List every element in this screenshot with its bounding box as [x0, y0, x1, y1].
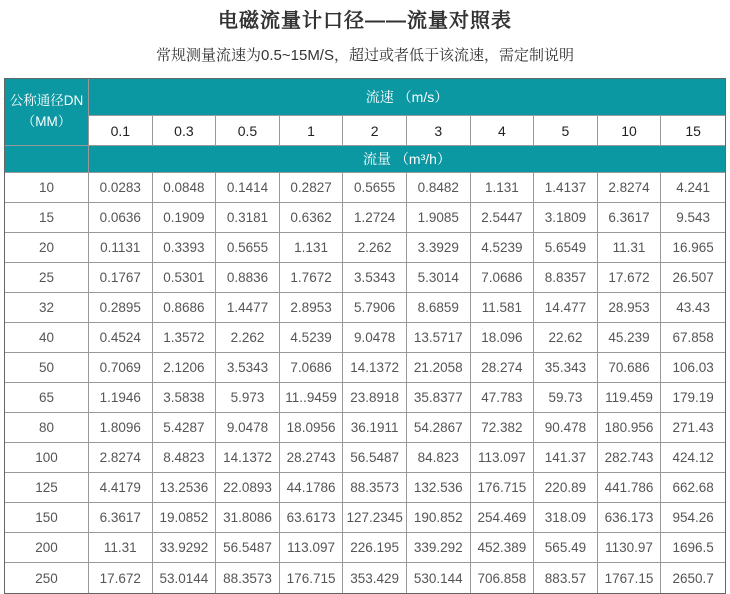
flow-value-cell: 2650.7 [661, 563, 725, 593]
flow-value-cell: 7.0686 [280, 353, 344, 383]
flow-value-cell: 9.0478 [343, 323, 407, 353]
flow-value-cell: 0.4524 [89, 323, 153, 353]
table-row [5, 173, 725, 203]
flow-value-cell: 2.1206 [153, 353, 217, 383]
flow-value-cell: 33.9292 [153, 533, 217, 563]
table-row [5, 533, 725, 563]
flow-value-cell: 1.131 [280, 233, 344, 263]
flow-value-cell: 9.543 [661, 203, 725, 233]
table-row [5, 263, 725, 293]
dn-cell: 125 [5, 473, 89, 503]
flow-value-cell: 179.19 [661, 383, 725, 413]
flow-value-cell: 0.6362 [280, 203, 344, 233]
flow-value-cell: 339.292 [407, 533, 471, 563]
flow-value-cell: 883.57 [534, 563, 598, 593]
flow-value-cell: 28.2743 [280, 443, 344, 473]
flow-value-cell: 43.43 [661, 293, 725, 323]
flow-value-cell: 113.097 [471, 443, 535, 473]
flow-value-cell: 45.239 [598, 323, 662, 353]
flow-value-cell: 0.0636 [89, 203, 153, 233]
flow-value-cell: 318.09 [534, 503, 598, 533]
flow-value-cell: 5.973 [216, 383, 280, 413]
flow-value-cell: 0.2827 [280, 173, 344, 203]
flow-value-cell: 28.274 [471, 353, 535, 383]
dn-cell: 50 [5, 353, 89, 383]
flow-value-cell: 11.581 [471, 293, 535, 323]
flow-value-cell: 88.3573 [343, 473, 407, 503]
header-row-velocity [5, 79, 725, 116]
flow-value-cell: 4.5239 [471, 233, 535, 263]
flow-value-cell: 565.49 [534, 533, 598, 563]
dn-cell: 15 [5, 203, 89, 233]
flow-value-cell: 23.8918 [343, 383, 407, 413]
flow-value-cell: 2.262 [216, 323, 280, 353]
flow-value-cell: 4.5239 [280, 323, 344, 353]
flow-value-cell: 530.144 [407, 563, 471, 593]
flow-value-cell: 8.4823 [153, 443, 217, 473]
flow-value-cell: 56.5487 [343, 443, 407, 473]
flow-value-cell: 0.7069 [89, 353, 153, 383]
page [0, 4, 730, 594]
flow-value-cell: 17.672 [598, 263, 662, 293]
flow-value-cell: 127.2345 [343, 503, 407, 533]
dn-cell: 40 [5, 323, 89, 353]
flow-value-cell: 1.8096 [89, 413, 153, 443]
velocity-value: 10 [598, 116, 662, 146]
flow-value-cell: 22.0893 [216, 473, 280, 503]
dn-cell: 80 [5, 413, 89, 443]
flow-value-cell: 190.852 [407, 503, 471, 533]
flow-value-cell: 5.4287 [153, 413, 217, 443]
flow-value-cell: 0.2895 [89, 293, 153, 323]
flow-value-cell: 282.743 [598, 443, 662, 473]
flow-value-cell: 954.26 [661, 503, 725, 533]
table-body [5, 173, 725, 593]
flow-value-cell: 254.469 [471, 503, 535, 533]
flow-value-cell: 1.3572 [153, 323, 217, 353]
flow-value-cell: 6.3617 [89, 503, 153, 533]
velocity-value: 4 [471, 116, 535, 146]
flow-value-cell: 2.8953 [280, 293, 344, 323]
flow-value-cell: 1.2724 [343, 203, 407, 233]
flow-value-cell: 119.459 [598, 383, 662, 413]
flow-header: 流量 （m³/h） [89, 146, 725, 173]
flow-value-cell: 14.477 [534, 293, 598, 323]
flow-value-cell: 636.173 [598, 503, 662, 533]
flow-value-cell: 18.096 [471, 323, 535, 353]
flow-value-cell: 3.1809 [534, 203, 598, 233]
flow-value-cell: 7.0686 [471, 263, 535, 293]
flow-value-cell: 0.1909 [153, 203, 217, 233]
flow-value-cell: 0.0848 [153, 173, 217, 203]
flow-value-cell: 17.672 [89, 563, 153, 593]
flow-value-cell: 35.8377 [407, 383, 471, 413]
flow-value-cell: 22.62 [534, 323, 598, 353]
corner-header-dn [5, 79, 89, 146]
velocity-value: 0.1 [89, 116, 153, 146]
flow-value-cell: 2.262 [343, 233, 407, 263]
dn-cell: 10 [5, 173, 89, 203]
flow-value-cell: 14.1372 [216, 443, 280, 473]
flow-value-cell: 226.195 [343, 533, 407, 563]
flow-value-cell: 3.5838 [153, 383, 217, 413]
page-title: 电磁流量计口径——流量对照表 [218, 10, 512, 32]
flow-value-cell: 452.389 [471, 533, 535, 563]
flow-value-cell: 6.3617 [598, 203, 662, 233]
flow-value-cell: 220.89 [534, 473, 598, 503]
flow-value-cell: 662.68 [661, 473, 725, 503]
flow-value-cell: 2.5447 [471, 203, 535, 233]
flow-value-cell: 5.7906 [343, 293, 407, 323]
flow-value-cell: 176.715 [471, 473, 535, 503]
flow-value-cell: 0.3181 [216, 203, 280, 233]
flow-value-cell: 1130.97 [598, 533, 662, 563]
flow-value-cell: 1.9085 [407, 203, 471, 233]
flow-value-cell: 84.823 [407, 443, 471, 473]
velocity-header: 流速 （m/s） [89, 79, 725, 116]
flow-value-cell: 1767.15 [598, 563, 662, 593]
flow-value-cell: 21.2058 [407, 353, 471, 383]
flow-value-cell: 11..9459 [280, 383, 344, 413]
flow-value-cell: 176.715 [280, 563, 344, 593]
page-subtitle: 常规测量流速为0.5~15M/S，超过或者低于该流速，需定制说明 [156, 47, 574, 64]
table-row [5, 383, 725, 413]
flow-header-spacer [5, 146, 89, 173]
flow-value-cell: 11.31 [89, 533, 153, 563]
flow-value-cell: 70.686 [598, 353, 662, 383]
flow-value-cell: 9.0478 [216, 413, 280, 443]
flow-value-cell: 3.5343 [343, 263, 407, 293]
flow-value-cell: 63.6173 [280, 503, 344, 533]
velocity-value: 0.5 [216, 116, 280, 146]
flow-value-cell: 706.858 [471, 563, 535, 593]
flow-value-cell: 0.3393 [153, 233, 217, 263]
flow-value-cell: 90.478 [534, 413, 598, 443]
flow-value-cell: 56.5487 [216, 533, 280, 563]
corner-header-line1: 公称通径DN [9, 93, 84, 109]
flow-value-cell: 0.8836 [216, 263, 280, 293]
dn-cell: 150 [5, 503, 89, 533]
flow-value-cell: 0.8482 [407, 173, 471, 203]
flow-value-cell: 106.03 [661, 353, 725, 383]
dn-cell: 200 [5, 533, 89, 563]
flow-value-cell: 59.73 [534, 383, 598, 413]
flow-value-cell: 44.1786 [280, 473, 344, 503]
flow-value-cell: 31.8086 [216, 503, 280, 533]
velocity-value: 15 [661, 116, 725, 146]
table-row [5, 293, 725, 323]
dn-cell: 32 [5, 293, 89, 323]
table-row [5, 563, 725, 593]
flow-value-cell: 72.382 [471, 413, 535, 443]
velocity-value: 1 [280, 116, 344, 146]
flow-value-cell: 0.0283 [89, 173, 153, 203]
flow-value-cell: 16.965 [661, 233, 725, 263]
flow-value-cell: 1.131 [471, 173, 535, 203]
flow-value-cell: 3.3929 [407, 233, 471, 263]
flow-value-cell: 0.1414 [216, 173, 280, 203]
velocity-value: 0.3 [153, 116, 217, 146]
flow-value-cell: 8.8357 [534, 263, 598, 293]
flow-value-cell: 1.7672 [280, 263, 344, 293]
table-row [5, 473, 725, 503]
flow-header-row [5, 146, 725, 173]
flow-value-cell: 13.5717 [407, 323, 471, 353]
table-row [5, 233, 725, 263]
table-row [5, 203, 725, 233]
flow-rate-table [4, 78, 726, 594]
table-row [5, 503, 725, 533]
flow-value-cell: 54.2867 [407, 413, 471, 443]
flow-value-cell: 132.536 [407, 473, 471, 503]
velocity-values-row [5, 116, 725, 146]
flow-value-cell: 141.37 [534, 443, 598, 473]
flow-value-cell: 424.12 [661, 443, 725, 473]
flow-value-cell: 353.429 [343, 563, 407, 593]
flow-value-cell: 0.1131 [89, 233, 153, 263]
flow-value-cell: 13.2536 [153, 473, 217, 503]
corner-header-line2: （MM） [21, 114, 72, 129]
flow-value-cell: 4.4179 [89, 473, 153, 503]
dn-cell: 20 [5, 233, 89, 263]
dn-cell: 65 [5, 383, 89, 413]
table-row [5, 413, 725, 443]
flow-value-cell: 0.5301 [153, 263, 217, 293]
velocity-value: 3 [407, 116, 471, 146]
flow-value-cell: 1.1946 [89, 383, 153, 413]
flow-value-cell: 1.4477 [216, 293, 280, 323]
flow-value-cell: 0.5655 [216, 233, 280, 263]
flow-value-cell: 36.1911 [343, 413, 407, 443]
velocity-value: 2 [343, 116, 407, 146]
flow-value-cell: 1696.5 [661, 533, 725, 563]
flow-value-cell: 26.507 [661, 263, 725, 293]
flow-value-cell: 47.783 [471, 383, 535, 413]
flow-value-cell: 35.343 [534, 353, 598, 383]
flow-value-cell: 19.0852 [153, 503, 217, 533]
flow-value-cell: 1.4137 [534, 173, 598, 203]
flow-value-cell: 3.5343 [216, 353, 280, 383]
flow-value-cell: 5.3014 [407, 263, 471, 293]
flow-value-cell: 441.786 [598, 473, 662, 503]
flow-value-cell: 271.43 [661, 413, 725, 443]
flow-value-cell: 53.0144 [153, 563, 217, 593]
table-row [5, 323, 725, 353]
flow-value-cell: 88.3573 [216, 563, 280, 593]
dn-cell: 250 [5, 563, 89, 593]
dn-cell: 25 [5, 263, 89, 293]
flow-value-cell: 5.6549 [534, 233, 598, 263]
flow-value-cell: 180.956 [598, 413, 662, 443]
flow-value-cell: 8.6859 [407, 293, 471, 323]
table-row [5, 443, 725, 473]
flow-value-cell: 0.8686 [153, 293, 217, 323]
flow-value-cell: 11.31 [598, 233, 662, 263]
flow-value-cell: 0.5655 [343, 173, 407, 203]
flow-value-cell: 0.1767 [89, 263, 153, 293]
flow-value-cell: 67.858 [661, 323, 725, 353]
dn-cell: 100 [5, 443, 89, 473]
flow-value-cell: 2.8274 [598, 173, 662, 203]
flow-value-cell: 2.8274 [89, 443, 153, 473]
flow-value-cell: 18.0956 [280, 413, 344, 443]
table-header [5, 79, 725, 173]
velocity-value: 5 [534, 116, 598, 146]
flow-value-cell: 113.097 [280, 533, 344, 563]
flow-value-cell: 4.241 [661, 173, 725, 203]
flow-value-cell: 28.953 [598, 293, 662, 323]
flow-value-cell: 14.1372 [343, 353, 407, 383]
table-row [5, 353, 725, 383]
